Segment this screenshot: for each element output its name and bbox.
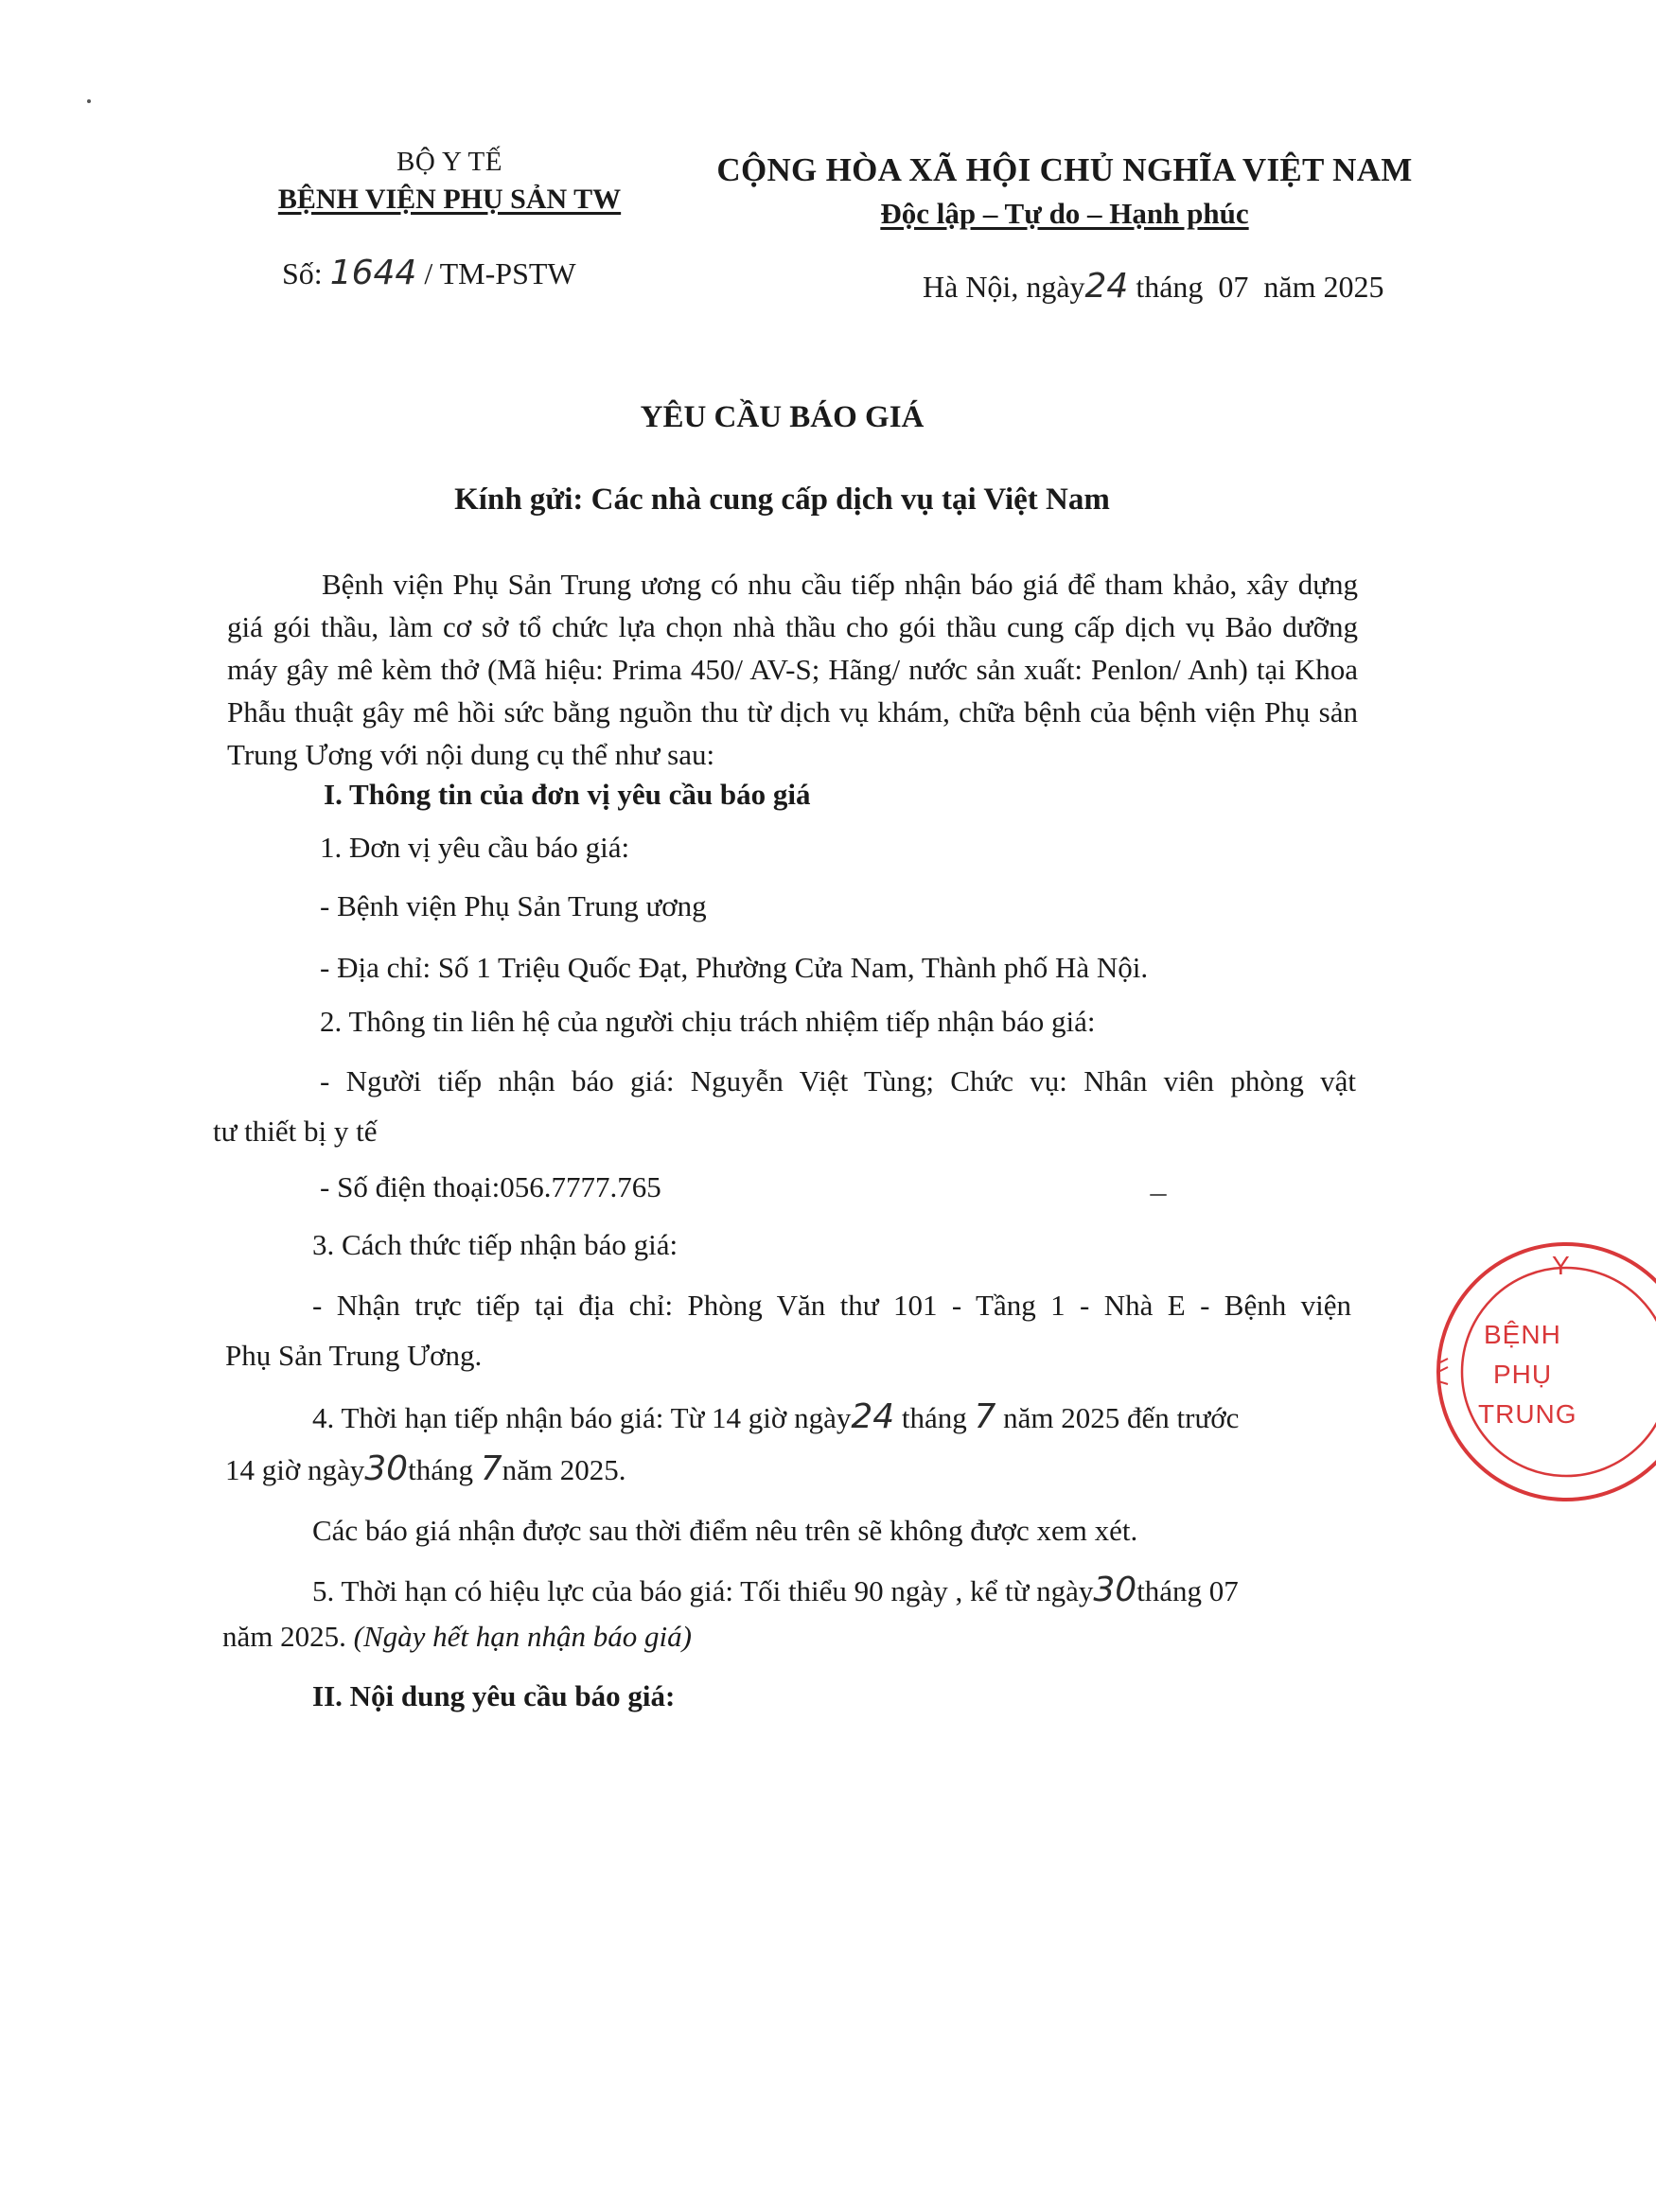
nation-title: CỘNG HÒA XÃ HỘI CHỦ NGHĨA VIỆT NAM [716, 151, 1413, 188]
ministry-name: BỘ Y TẾ [396, 147, 502, 177]
section1-heading: I. Thông tin của đơn vị yêu cầu báo giá [324, 778, 811, 811]
item4-e: tháng [408, 1453, 473, 1486]
date-prefix: Hà Nội, ngày [923, 270, 1085, 304]
document-number [282, 254, 576, 292]
item1-address: - Địa chỉ: Số 1 Triệu Quốc Đạt, Phường Cửa Nam, Thành phố Hà Nội. [320, 951, 1149, 984]
item4-note: Các báo giá nhận được sau thời điểm nêu trên sẽ không được xem xét. [312, 1514, 1138, 1547]
national-header [696, 151, 1434, 231]
document-title: YÊU CẦU BÁO GIÁ [640, 400, 925, 434]
item4-month2: 7 [480, 1449, 502, 1488]
stamp-text-top: Y [1552, 1251, 1571, 1280]
item4-f: năm 2025. [502, 1453, 626, 1486]
item2-person-line2: tư thiết bị y tế [213, 1115, 378, 1148]
scan-speck [87, 99, 91, 103]
issuer-block [241, 147, 658, 216]
item3-line2: Phụ Sản Trung Ương. [225, 1339, 483, 1372]
item4-line2 [225, 1449, 625, 1488]
stamp-text-line2: PHỤ [1493, 1360, 1553, 1389]
item4-a: 4. Thời hạn tiếp nhận báo giá: Từ 14 giờ ngày [312, 1401, 852, 1434]
intro-paragraph: Bệnh viện Phụ Sản Trung ương có nhu cầu tiếp nhận báo giá để tham khảo, xây dựng giá gói thầu, làm cơ sở tổ chức lựa chọn nhà thầu cho gói thầu cung cấp dịch vụ Bảo dưỡng máy gây mê kèm thở (Mã hiệu: Prima 450/ AV-S; Hãng/ nước sản xuất: Penlon/ Anh) tại Khoa Phẫu thuật gây mê hồi sức bằng nguồn thu từ dịch vụ khám, chữa bệnh của bệnh viện Phụ sản Trung Ương với nội dung cụ thể như sau: [227, 568, 1358, 771]
item5-a: 5. Thời hạn có hiệu lực của báo giá: Tối thiểu 90 ngày , kể từ ngày [312, 1574, 1094, 1607]
item5-c: năm 2025. [222, 1620, 346, 1653]
item4-day1: 24 [851, 1397, 895, 1436]
item2-heading: 2. Thông tin liên hệ của người chịu trách nhiệm tiếp nhận báo giá: [320, 1005, 1096, 1038]
date-line [923, 267, 1384, 306]
item5-line1 [312, 1571, 1239, 1609]
item4-b: tháng [901, 1401, 967, 1434]
stamp-text-line1: BỆNH [1484, 1320, 1561, 1349]
hospital-name: BỆNH VIỆN PHỤ SẢN TW [277, 184, 622, 215]
motto: Độc lập – Tự do – Hạnh phúc [880, 197, 1249, 230]
item1-name: - Bệnh viện Phụ Sản Trung ương [320, 889, 707, 922]
item4-month1: 7 [974, 1397, 996, 1436]
body [227, 563, 1358, 776]
scan-speck [1150, 1194, 1167, 1196]
date-rest: tháng 07 năm 2025 [1136, 270, 1384, 304]
recipient-line: Kính gửi: Các nhà cung cấp dịch vụ tại Việt Nam [454, 483, 1110, 517]
item5-b: tháng 07 [1136, 1574, 1239, 1607]
item3-heading: 3. Cách thức tiếp nhận báo giá: [312, 1228, 678, 1261]
item3-line1: - Nhận trực tiếp tại địa chỉ: Phòng Văn thư 101 - Tầng 1 - Nhà E - Bệnh viện [312, 1289, 1351, 1322]
item4-c: năm 2025 đến trước [1003, 1401, 1240, 1434]
item5-italic-note: (Ngày hết hạn nhận báo giá) [353, 1620, 692, 1653]
item2-person-line1: - Người tiếp nhận báo giá: Nguyễn Việt Tùng; Chức vụ: Nhân viên phòng vật [320, 1064, 1356, 1097]
official-stamp [1410, 1230, 1656, 1514]
doc-number-handwritten: 1644 [329, 254, 417, 292]
item4-day2: 30 [364, 1449, 409, 1488]
doc-suffix: / TM-PSTW [424, 256, 576, 290]
item2-phone: - Số điện thoại:056.7777.765 [320, 1170, 661, 1203]
item5-day: 30 [1093, 1571, 1137, 1609]
date-day-handwritten: 24 [1084, 267, 1129, 306]
item4-d: 14 giờ ngày [225, 1453, 365, 1486]
item5-line2 [222, 1620, 692, 1654]
section2-heading: II. Nội dung yêu cầu báo giá: [312, 1679, 676, 1712]
item1-heading: 1. Đơn vị yêu cầu báo giá: [320, 831, 630, 864]
item4-line1 [312, 1397, 1239, 1436]
doc-prefix: Số: [282, 256, 323, 290]
stamp-text-line3: TRUNG [1478, 1399, 1577, 1429]
